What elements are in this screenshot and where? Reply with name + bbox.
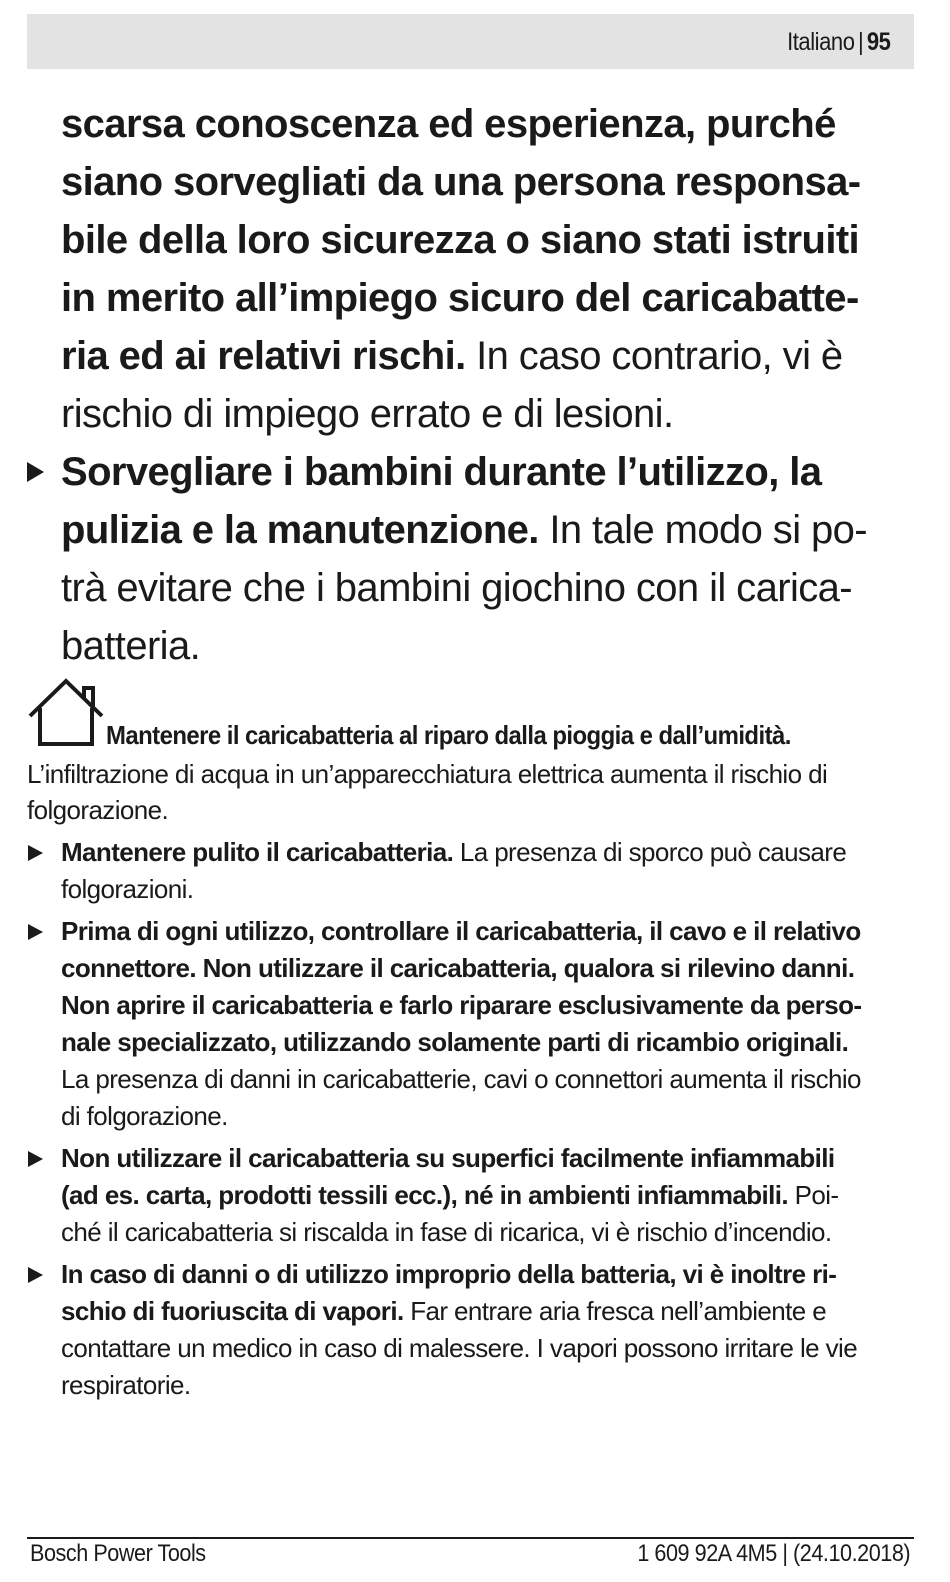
warning-bold-line: Sorvegliare i bambini durante l’utilizzo, la xyxy=(61,450,822,494)
house-warning-text xyxy=(27,756,917,828)
indoor-use-house-icon xyxy=(26,676,106,748)
item-bold: nale specializzato, utilizzando solamente parti di ricambio originali. xyxy=(61,1027,849,1057)
item-text: contattare un medico in caso di malessere. I vapori possono irritare le vie xyxy=(61,1333,858,1363)
footer-divider xyxy=(27,1537,914,1539)
continued-warning xyxy=(61,95,901,443)
item-text: respiratorie. xyxy=(61,1370,191,1400)
item-text: di folgorazione. xyxy=(61,1101,228,1131)
list-item xyxy=(61,834,913,908)
warning-text: rischio di impiego errato e di lesioni. xyxy=(61,392,674,436)
item-text: Poi- xyxy=(788,1180,839,1210)
bullet-triangle-icon xyxy=(27,462,44,482)
page-number: 95 xyxy=(866,28,890,56)
header-label xyxy=(787,28,890,57)
list-item xyxy=(61,1140,913,1251)
warning-bold-line: ria ed ai relativi rischi. xyxy=(61,334,466,378)
warning-text: In tale modo si po- xyxy=(538,508,868,552)
warning-bold-line: scarsa conoscenza ed esperienza, purché xyxy=(61,102,836,146)
warning-bold-line: pulizia e la manutenzione. xyxy=(61,508,539,552)
item-text: Far entrare aria fresca nell’ambiente e xyxy=(403,1296,827,1326)
warning-bold-line: siano sorvegliati da una persona responsa- xyxy=(61,160,861,204)
house-warning-title: Mantenere il caricabatteria al riparo dalla pioggia e dall’umidità. xyxy=(106,720,791,750)
footer-publisher: Bosch Power Tools xyxy=(30,1540,206,1567)
header-separator: | xyxy=(857,28,863,56)
house-warning-line: folgorazione. xyxy=(27,795,169,825)
list-item xyxy=(61,1256,913,1404)
bullet-triangle-icon xyxy=(28,1151,43,1167)
house-warning-line: L’infiltrazione di acqua in un’apparecchiatura elettrica aumenta il rischio di xyxy=(27,759,828,789)
bullet-triangle-icon xyxy=(28,1267,43,1283)
item-bold: In caso di danni o di utilizzo improprio della batteria, vi è inoltre ri- xyxy=(61,1259,837,1289)
footer-doc-ref: 1 609 92A 4M5 | (24.10.2018) xyxy=(637,1540,910,1567)
safety-items-list xyxy=(61,834,913,1409)
item-text: La presenza di danni in caricabatterie, cavi o connettori aumenta il rischio xyxy=(61,1064,861,1094)
header-language: Italiano xyxy=(786,28,855,56)
list-item xyxy=(61,913,913,1135)
warning-bold-line: bile della loro sicurezza o siano stati istruiti xyxy=(61,218,860,262)
warning-text: trà evitare che i bambini giochino con il carica- xyxy=(61,566,852,610)
large-safety-section xyxy=(61,95,901,675)
item-bold: connettore. Non utilizzare il caricabatteria, qualora si rilevino danni. xyxy=(61,953,855,983)
warning-text: In caso contrario, vi è xyxy=(465,334,843,378)
item-bold: Non utilizzare il caricabatteria su superfici facilmente infiammabili xyxy=(61,1143,835,1173)
warning-item-children xyxy=(61,443,901,675)
item-bold: (ad es. carta, prodotti tessili ecc.), né in ambienti infiammabili. xyxy=(61,1180,788,1210)
bullet-triangle-icon xyxy=(28,845,43,861)
item-text: La presenza di sporco può causare xyxy=(453,837,847,867)
item-text: folgorazioni. xyxy=(61,874,194,904)
page-header xyxy=(27,14,914,69)
item-bold: schio di fuoriuscita di vapori. xyxy=(61,1296,404,1326)
item-bold: Prima di ogni utilizzo, controllare il caricabatteria, il cavo e il relativo xyxy=(61,916,861,946)
item-bold: Non aprire il caricabatteria e farlo riparare esclusivamente da perso- xyxy=(61,990,862,1020)
warning-bold-line: in merito all’impiego sicuro del caricabatte- xyxy=(61,276,859,320)
item-bold: Mantenere pulito il caricabatteria. xyxy=(61,837,454,867)
warning-text: batteria. xyxy=(61,624,201,668)
bullet-triangle-icon xyxy=(28,924,43,940)
item-text: ché il caricabatteria si riscalda in fase di ricarica, vi è rischio d’incendio. xyxy=(61,1217,832,1247)
